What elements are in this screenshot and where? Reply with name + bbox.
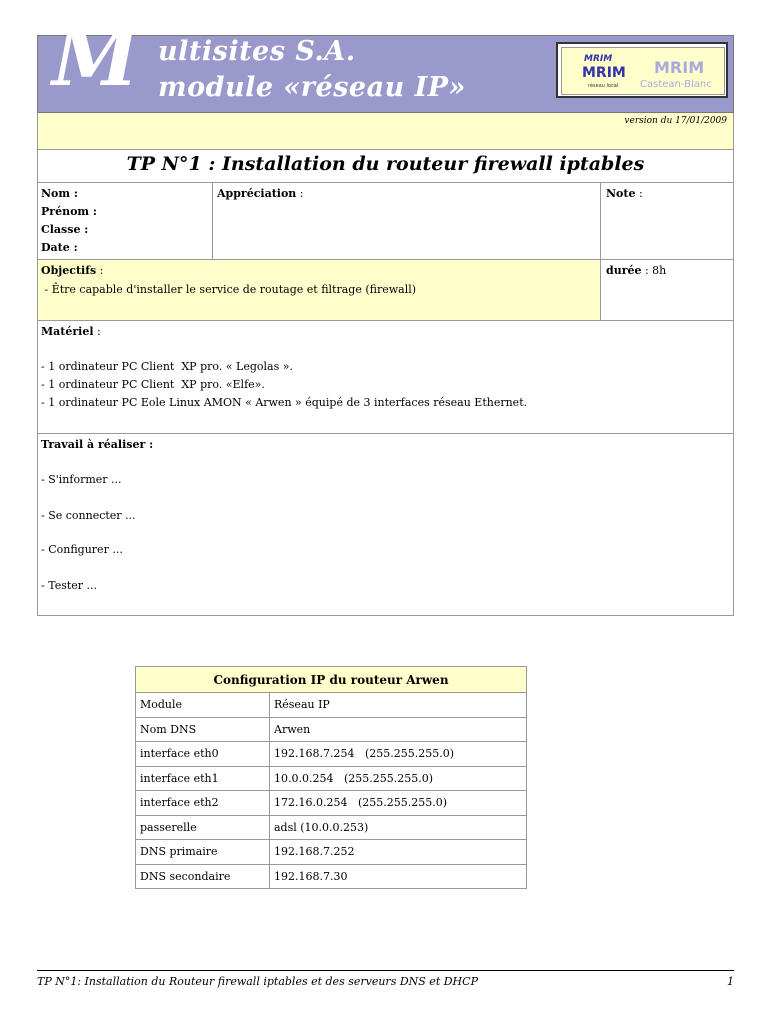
appreciation-label: Appréciation <box>217 187 297 200</box>
logo-tiny-text: réseau local <box>588 83 619 89</box>
config-key: passerelle <box>136 815 270 840</box>
travail-cell <box>37 433 734 616</box>
logo-subtitle: Castean-Blanc <box>640 79 712 90</box>
objectifs-text: - Être capable d'installer le service de routage et filtrage (firewall) <box>41 283 417 296</box>
table-row <box>136 840 527 865</box>
date-label: Date : <box>41 241 78 254</box>
config-key: Nom DNS <box>136 717 270 742</box>
duree-value: : 8h <box>641 264 667 277</box>
logo-inner <box>561 47 725 95</box>
config-key: interface eth0 <box>136 742 270 767</box>
config-table-header-row <box>136 667 527 693</box>
config-table-title: Configuration IP du routeur Arwen <box>136 667 527 693</box>
config-value: 192.168.7.30 <box>270 864 527 889</box>
version-text: version du 17/01/2009 <box>624 116 727 126</box>
materiel-item: - 1 ordinateur PC Client XP pro. «Elfe». <box>41 378 265 391</box>
objectifs-cell <box>37 259 601 321</box>
travail-item: - Configurer ... <box>41 543 123 556</box>
travail-item: - S'informer ... <box>41 473 122 486</box>
materiel-cell <box>37 320 734 434</box>
objectifs-heading <box>41 262 103 280</box>
materiel-heading <box>41 323 101 341</box>
table-row <box>136 864 527 889</box>
config-value: 172.16.0.254 (255.255.255.0) <box>270 791 527 816</box>
note-cell <box>600 182 734 260</box>
appreciation-sep: : <box>296 187 304 200</box>
classe-label: Classe : <box>41 223 89 236</box>
objectifs-label: Objectifs <box>41 264 97 277</box>
materiel-item: - 1 ordinateur PC Eole Linux AMON « Arwen » équipé de 3 interfaces réseau Ethernet. <box>41 396 528 409</box>
materiel-sep: : <box>93 325 101 338</box>
travail-item: - Se connecter ... <box>41 509 136 522</box>
config-key: interface eth1 <box>136 766 270 791</box>
logo-mrim-left: MRIM <box>582 65 626 81</box>
footer-divider <box>37 970 734 971</box>
table-row <box>136 717 527 742</box>
logo-mrim-right: MRIM <box>654 58 705 77</box>
duree-heading <box>606 262 666 280</box>
config-value: adsl (10.0.0.253) <box>270 815 527 840</box>
table-row <box>136 815 527 840</box>
table-row <box>136 742 527 767</box>
config-value: Arwen <box>270 717 527 742</box>
config-table-grid <box>135 666 527 889</box>
header-title-line1: ultisites S.A. <box>158 36 356 67</box>
note-sep: : <box>635 187 643 200</box>
duree-label: durée <box>606 264 642 277</box>
footer-text: TP N°1: Installation du Routeur firewall iptables et des serveurs DNS et DHCP <box>37 975 478 988</box>
table-row <box>136 766 527 791</box>
config-value: 192.168.7.254 (255.255.255.0) <box>270 742 527 767</box>
table-row <box>136 693 527 718</box>
config-value: Réseau IP <box>270 693 527 718</box>
objectifs-sep: : <box>96 264 104 277</box>
header-big-letter: M <box>52 13 139 104</box>
note-heading <box>606 185 643 203</box>
identity-cell <box>37 182 213 260</box>
logo-small-text: MRIM <box>584 54 613 64</box>
header-title-line2: module «réseau IP» <box>158 72 466 103</box>
table-row <box>136 791 527 816</box>
prenom-label: Prénom : <box>41 205 97 218</box>
appreciation-heading <box>217 185 304 203</box>
travail-label: Travail à réaliser : <box>41 438 154 451</box>
materiel-label: Matériel <box>41 325 94 338</box>
version-bar <box>37 113 734 149</box>
config-key: DNS primaire <box>136 840 270 865</box>
config-value: 10.0.0.254 (255.255.255.0) <box>270 766 527 791</box>
appreciation-cell <box>212 182 601 260</box>
config-key: DNS secondaire <box>136 864 270 889</box>
mrim-logo <box>556 42 728 98</box>
note-label: Note <box>606 187 636 200</box>
travail-item: - Tester ... <box>41 579 98 592</box>
duree-cell <box>600 259 734 321</box>
config-key: Module <box>136 693 270 718</box>
materiel-item: - 1 ordinateur PC Client XP pro. « Legolas ». <box>41 360 293 373</box>
footer-page-number: 1 <box>727 975 734 988</box>
tp-title-cell <box>37 149 734 183</box>
config-key: interface eth2 <box>136 791 270 816</box>
config-table <box>135 666 527 889</box>
nom-label: Nom : <box>41 187 78 200</box>
config-value: 192.168.7.252 <box>270 840 527 865</box>
tp-title: TP N°1 : Installation du routeur firewall iptables <box>126 153 645 175</box>
